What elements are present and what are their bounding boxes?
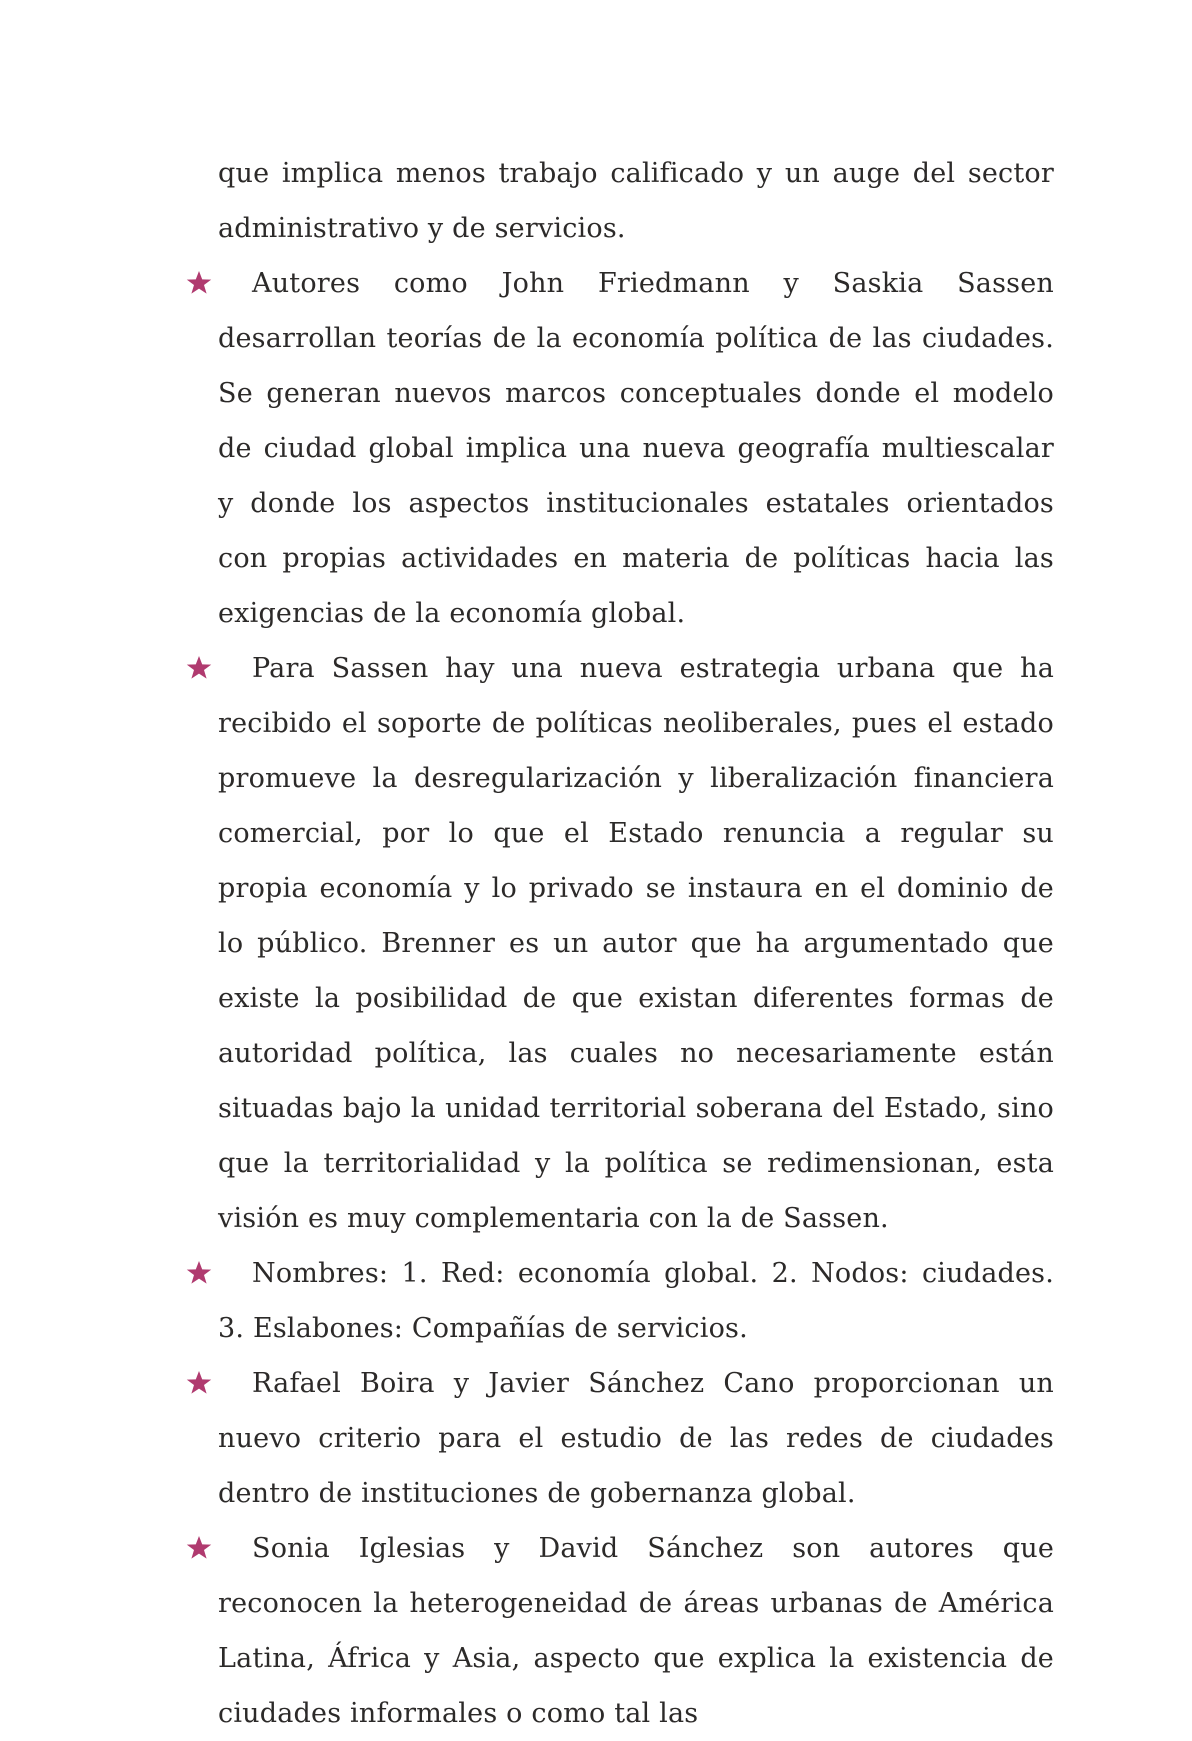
star-bullet-icon [184, 1533, 214, 1563]
list-item-text: Nombres: 1. Red: economía global. 2. Nodos: ciudades. 3. Eslabones: Compañías de servicios. [218, 1258, 1054, 1344]
list-item [218, 641, 1054, 1246]
star-bullet-icon [184, 268, 214, 298]
list-item-text: Para Sassen hay una nueva estrategia urbana que ha recibido el soporte de políticas neoliberales, pues el estado promueve la desregularización y liberalización financiera comercial, por lo que el Estado renuncia a regular su propia economía y lo privado se instaura en el dominio de lo público. Brenner es un autor que ha argumentado que existe la posibilidad de que existan diferentes formas de autoridad política, las cuales no necesariamente están situadas bajo la unidad territorial soberana del Estado, sino que la territorialidad y la política se redimensionan, esta visión es muy complementaria con la de Sassen. [218, 653, 1054, 1234]
star-bullet-icon [184, 1368, 214, 1398]
list-item-text: Autores como John Friedmann y Saskia Sassen desarrollan teorías de la economía política de las ciudades. Se generan nuevos marcos conceptuales donde el modelo de ciudad global implica una nueva geografía multiescalar y donde los aspectos institucionales estatales orientados con propias actividades en materia de políticas hacia las exigencias de la economía global. [218, 268, 1054, 629]
list-item [218, 256, 1054, 641]
page-content [218, 146, 1054, 1741]
star-bullet-icon [184, 1258, 214, 1288]
list-item [218, 1246, 1054, 1356]
list-item-text: Rafael Boira y Javier Sánchez Cano proporcionan un nuevo criterio para el estudio de las redes de ciudades dentro de instituciones de gobernanza global. [218, 1368, 1054, 1509]
list-item-text: Sonia Iglesias y David Sánchez son autores que reconocen la heterogeneidad de áreas urbanas de América Latina, África y Asia, aspecto que explica la existencia de ciudades informales o como tal las [218, 1533, 1054, 1729]
continuation-paragraph: que implica menos trabajo calificado y un auge del sector administrativo y de servicios. [218, 158, 1054, 244]
list-item [218, 1356, 1054, 1521]
list-item [218, 1521, 1054, 1741]
star-bullet-icon [184, 653, 214, 683]
